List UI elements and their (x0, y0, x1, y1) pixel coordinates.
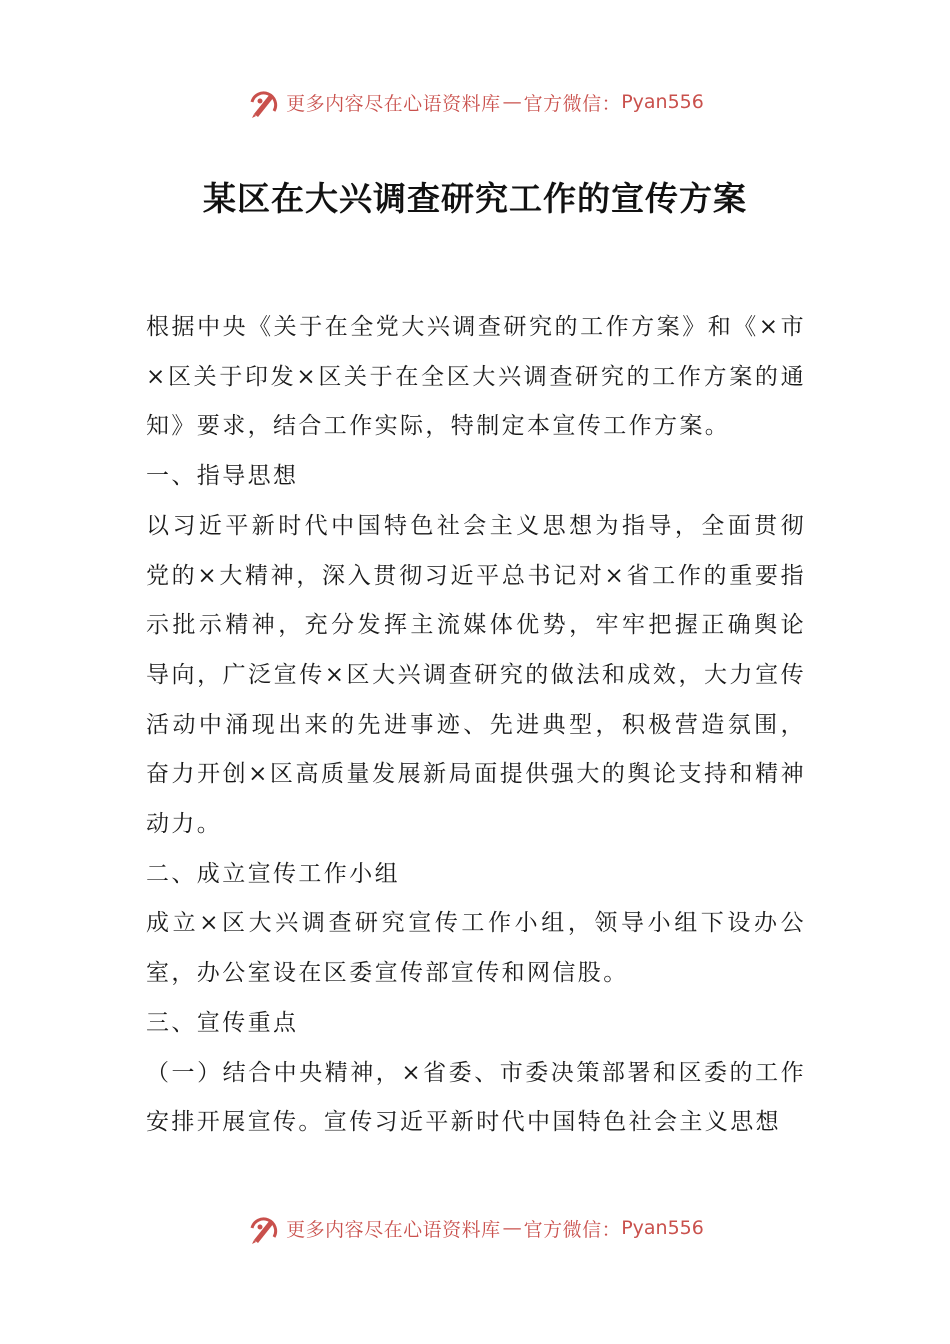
footer-watermark-banner (0, 1210, 950, 1246)
banner-official-label: 官方微信： (523, 1218, 622, 1241)
banner-official-label: 官方微信： (523, 92, 622, 115)
intro-paragraph: 根据中央《关于在全党大兴调查研究的工作方案》和《×市×区关于印发×区关于在全区大兴调查研究的工作方案的通知》要求，结合工作实际，特制定本宣传工作方案。 (146, 314, 806, 440)
document-body (146, 303, 806, 1148)
banner-text: 更多内容尽在心语资料库 (286, 1218, 501, 1241)
section-paragraph-2: 成立×区大兴调查研究宣传工作小组，领导小组下设办公室，办公室设在区委宣传部宣传和网信股。 (146, 910, 806, 987)
document-title: 某区在大兴调查研究工作的宣传方案 (203, 179, 747, 218)
banner-handle: Pyan556 (621, 1217, 704, 1239)
section-heading-1: 一、指导思想 (146, 463, 299, 490)
header-watermark-banner (0, 84, 950, 120)
banner-handle: Pyan556 (621, 91, 704, 113)
section-paragraph-1: 以习近平新时代中国特色社会主义思想为指导，全面贯彻党的×大精神，深入贯彻习近平总书记对×省工作的重要指示批示精神，充分发挥主流媒体优势，牢牢把握正确舆论导向，广泛宣传×区大兴调查研究的做法和成效，大力宣传活动中涌现出来的先进事迹、先进典型，积极营造氛围，奋力开创×区高质量发展新局面提供强大的舆论支持和精神动力。 (146, 512, 806, 838)
banner-separator: — (502, 91, 522, 113)
section-heading-3: 三、宣传重点 (146, 1009, 299, 1036)
pen-logo-icon (246, 1211, 282, 1245)
section-heading-2: 二、成立宣传工作小组 (146, 860, 400, 887)
banner-separator: — (502, 1217, 522, 1239)
pen-logo-icon (246, 85, 282, 119)
banner-text: 更多内容尽在心语资料库 (286, 92, 501, 115)
section-paragraph-3: （一）结合中央精神，×省委、市委决策部署和区委的工作安排开展宣传。宣传习近平新时代中国特色社会主义思想 (146, 1059, 806, 1136)
